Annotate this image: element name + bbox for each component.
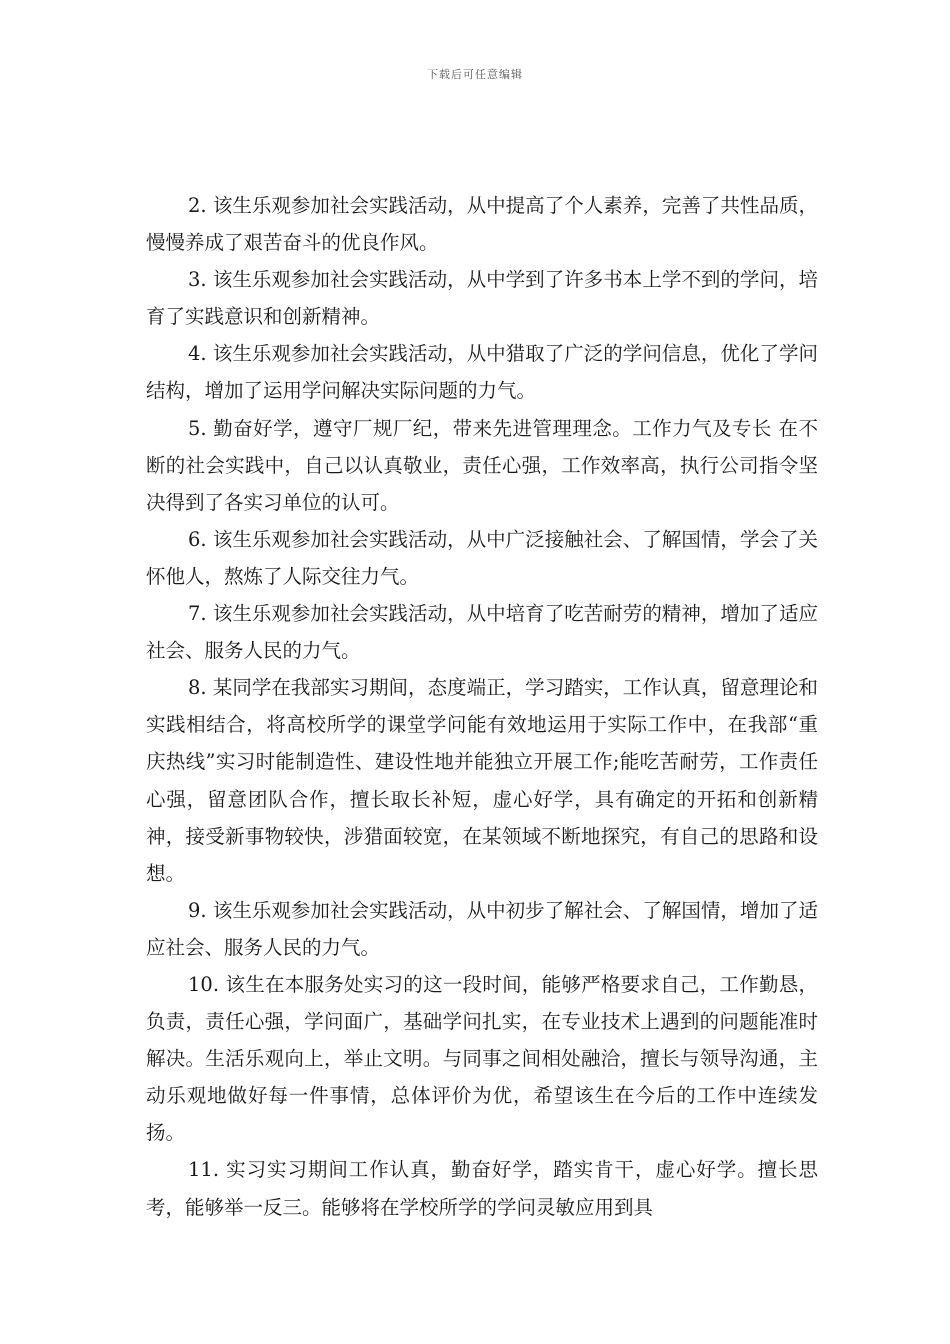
paragraph-5: 5. 勤奋好学，遵守厂规厂纪，带来先进管理理念。工作力气及专长 在不断的社会实践中，自己以认真敬业，责任心强，工作效率高，执行公司指令坚决得到了各实习单位的认可。 — [146, 416, 818, 514]
document-body — [146, 187, 818, 1226]
paragraph-4: 4. 该生乐观参加社会实践活动，从中猎取了广泛的学问信息，优化了学问结构，增加了运用学问解决实际问题的力气。 — [146, 342, 818, 403]
paragraph-6: 6. 该生乐观参加社会实践活动，从中广泛接触社会、了解国情，学会了关怀他人，熬炼了人际交往力气。 — [146, 527, 818, 588]
paragraph-10: 10. 该生在本服务处实习的这一段时间，能够严格要求自己，工作勤恳，负责，责任心强，学问面广，基础学问扎实，在专业技术上遇到的问题能准时解决。生活乐观向上，举止文明。与同事之间相处融洽，擅长与领导沟通，主动乐观地做好每一件事情，总体评价为优，希望该生在今后的工作中连续发扬。 — [146, 972, 818, 1145]
paragraph-7: 7. 该生乐观参加社会实践活动，从中培育了吃苦耐劳的精神，增加了适应社会、服务人民的力气。 — [146, 602, 818, 663]
paragraph-3: 3. 该生乐观参加社会实践活动，从中学到了许多书本上学不到的学问，培育了实践意识和创新精神。 — [146, 268, 818, 329]
paragraph-2: 2. 该生乐观参加社会实践活动，从中提高了个人素养，完善了共性品质，慢慢养成了艰苦奋斗的优良作风。 — [146, 194, 818, 255]
header-note: 下载后可任意编辑 — [427, 68, 523, 81]
paragraph-11: 11. 实习实习期间工作认真，勤奋好学，踏实肯干，虚心好学。擅长思考，能够举一反三。能够将在学校所学的学问灵敏应用到具 — [146, 1158, 818, 1219]
paragraph-9: 9. 该生乐观参加社会实践活动，从中初步了解社会、了解国情，增加了适应社会、服务人民的力气。 — [146, 898, 818, 959]
paragraph-8: 8. 某同学在我部实习期间，态度端正，学习踏实，工作认真，留意理论和实践相结合，将高校所学的课堂学问能有效地运用于实际工作中，在我部“重庆热线”实习时能制造性、建设性地并能独立开展工作;能吃苦耐劳，工作责任心强，留意团队合作，擅长取长补短，虚心好学，具有确定的开拓和创新精神，接受新事物较快，涉猎面较宽，在某领域不断地探究，有自己的思路和设想。 — [146, 676, 818, 885]
